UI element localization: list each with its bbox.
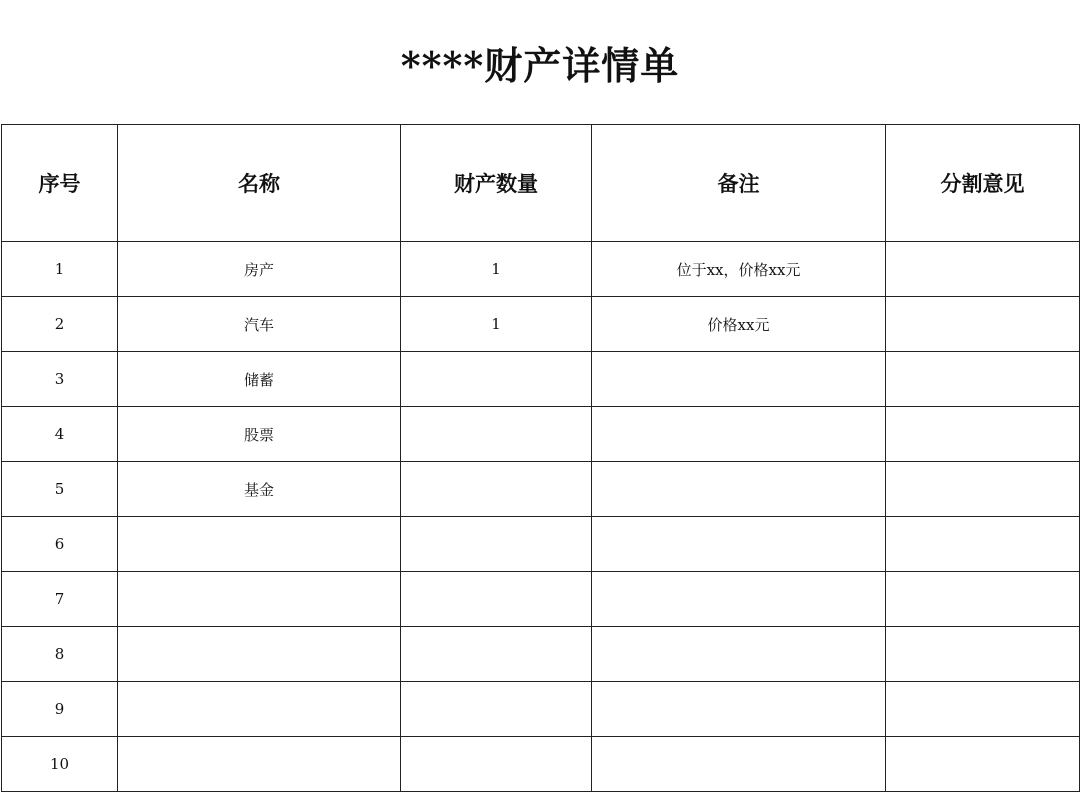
asset-table — [1, 124, 1080, 792]
cell-index: 1 — [2, 242, 118, 297]
cell-index: 9 — [2, 682, 118, 737]
table-row — [2, 407, 1080, 462]
header-note: 备注 — [592, 125, 886, 242]
header-quantity: 财产数量 — [401, 125, 592, 242]
cell-name — [118, 737, 401, 792]
cell-quantity: 1 — [401, 242, 592, 297]
cell-name: 房产 — [118, 242, 401, 297]
cell-division-opinion — [886, 462, 1080, 517]
cell-name: 股票 — [118, 407, 401, 462]
cell-quantity — [401, 682, 592, 737]
header-index: 序号 — [2, 125, 118, 242]
cell-quantity — [401, 407, 592, 462]
table-row — [2, 462, 1080, 517]
cell-note: 位于xx，价格xx元 — [592, 242, 886, 297]
cell-note — [592, 352, 886, 407]
cell-index: 3 — [2, 352, 118, 407]
cell-note — [592, 572, 886, 627]
cell-division-opinion — [886, 572, 1080, 627]
cell-note — [592, 627, 886, 682]
table-row — [2, 627, 1080, 682]
cell-name — [118, 517, 401, 572]
cell-division-opinion — [886, 627, 1080, 682]
cell-index: 7 — [2, 572, 118, 627]
cell-index: 10 — [2, 737, 118, 792]
cell-quantity — [401, 627, 592, 682]
cell-index: 5 — [2, 462, 118, 517]
table-row — [2, 242, 1080, 297]
cell-quantity — [401, 352, 592, 407]
cell-index: 4 — [2, 407, 118, 462]
cell-division-opinion — [886, 682, 1080, 737]
cell-name — [118, 627, 401, 682]
cell-name: 基金 — [118, 462, 401, 517]
cell-quantity — [401, 572, 592, 627]
cell-quantity: 1 — [401, 297, 592, 352]
cell-note — [592, 462, 886, 517]
cell-index: 8 — [2, 627, 118, 682]
document-title: ****财产详情单 — [400, 43, 680, 88]
cell-index: 6 — [2, 517, 118, 572]
cell-division-opinion — [886, 297, 1080, 352]
cell-name: 储蓄 — [118, 352, 401, 407]
header-division-opinion: 分割意见 — [886, 125, 1080, 242]
cell-division-opinion — [886, 352, 1080, 407]
header-name: 名称 — [118, 125, 401, 242]
cell-division-opinion — [886, 407, 1080, 462]
table-header-row — [2, 125, 1080, 242]
table-row — [2, 572, 1080, 627]
cell-note — [592, 517, 886, 572]
table-row — [2, 737, 1080, 792]
table-row — [2, 517, 1080, 572]
cell-quantity — [401, 462, 592, 517]
cell-index: 2 — [2, 297, 118, 352]
table-row — [2, 297, 1080, 352]
cell-division-opinion — [886, 737, 1080, 792]
cell-division-opinion — [886, 242, 1080, 297]
cell-division-opinion — [886, 517, 1080, 572]
cell-name — [118, 572, 401, 627]
table-row — [2, 682, 1080, 737]
cell-note — [592, 682, 886, 737]
cell-name — [118, 682, 401, 737]
cell-quantity — [401, 517, 592, 572]
cell-note: 价格xx元 — [592, 297, 886, 352]
cell-note — [592, 407, 886, 462]
cell-name: 汽车 — [118, 297, 401, 352]
cell-quantity — [401, 737, 592, 792]
cell-note — [592, 737, 886, 792]
table-row — [2, 352, 1080, 407]
